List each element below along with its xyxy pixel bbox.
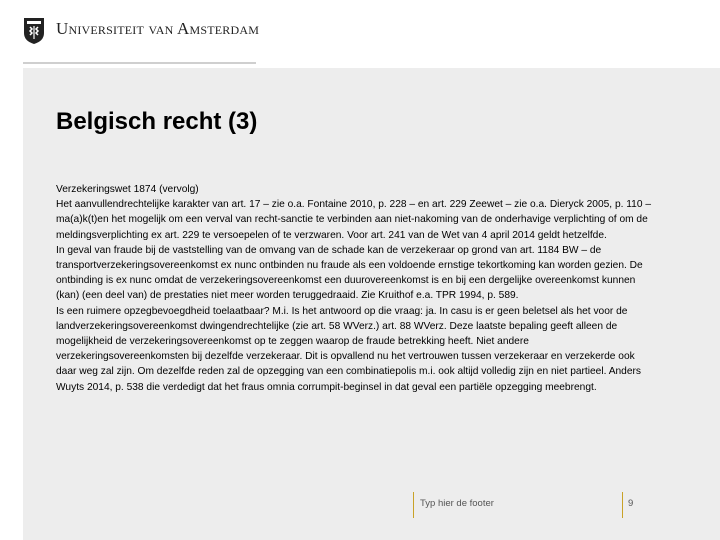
body-paragraph: Verzekeringswet 1874 (vervolg) [56,184,199,195]
footer-divider-right [622,492,623,518]
slide-body [56,182,652,395]
body-paragraph: Is een ruimere opzegbevoegdheid toelaatbaar? M.i. Is het antwoord op die vraag: ja. In casu is er geen beletsel als het voor de landverzekeringsovereenkomst dwingendrechtelijke (zie art. 58 WVerz.) art. 88 WVerz. Deze laatste bepaling geeft alleen de mogelijkheid de verzekeringsovereenkomst op te zeggen waarop de fraude betrekking heeft. Niet andere verzekeringsovereenkomsten bij dezelfde verzekeraar. Dit is opvallend nu het vertrouwen tussen verzekeraar en verzekerde ook daar weg zal zijn. Om dezelfde reden zal de opzegging van een combinatiepolis m.i. ook altijd volledig zijn en niet partieel. Anders Wuyts 2014, p. 538 die verdedigt dat het fraus omnia corrumpit-beginsel in dat geval een partiële opzegging meebrengt. [56,305,641,393]
header-divider [23,62,256,64]
body-paragraph: Het aanvullendrechtelijke karakter van art. 17 – zie o.a. Fontaine 2010, p. 228 – en art. 229 Zeewet – zie o.a. Dieryck 2005, p. 110 – ma(a)k(t)en het mogelijk om een verval van recht-sanctie te verbinden aan niet-nakoming van de onderhavige verplichting of om de meldingsverplichting ex art. 229 te versoepelen of te verzwaren. Voor art. 241 van de Wet van 4 april 2014 geldt hetzelfde. [56,199,652,241]
slide-title: Belgisch recht (3) [56,108,258,135]
page-number: 9 [628,498,634,509]
footer-text: Typ hier de footer [420,498,494,509]
slide-header [0,0,720,66]
body-paragraph: In geval van fraude bij de vaststelling van de omvang van de schade kan de verzekeraar op grond van art. 1184 BW – de transportverzekeringsovereenkomst ex nunc ontbinden nu fraude als een voldoende ernstige tekortkoming kan worden gezien. De ontbinding is ex nunc omdat de verzekeringsovereenkomst een duurovereenkomst is en bij een dergelijke overeenkomst kunnen (kan) (een deel van) de prestaties niet meer worden teruggedraaid. Zie Kruithof e.a. TPR 1994, p. 589. [56,244,643,302]
uva-crest-icon [23,17,45,45]
footer-divider-left [413,492,414,518]
university-wordmark: Universiteit van Amsterdam [56,19,260,38]
